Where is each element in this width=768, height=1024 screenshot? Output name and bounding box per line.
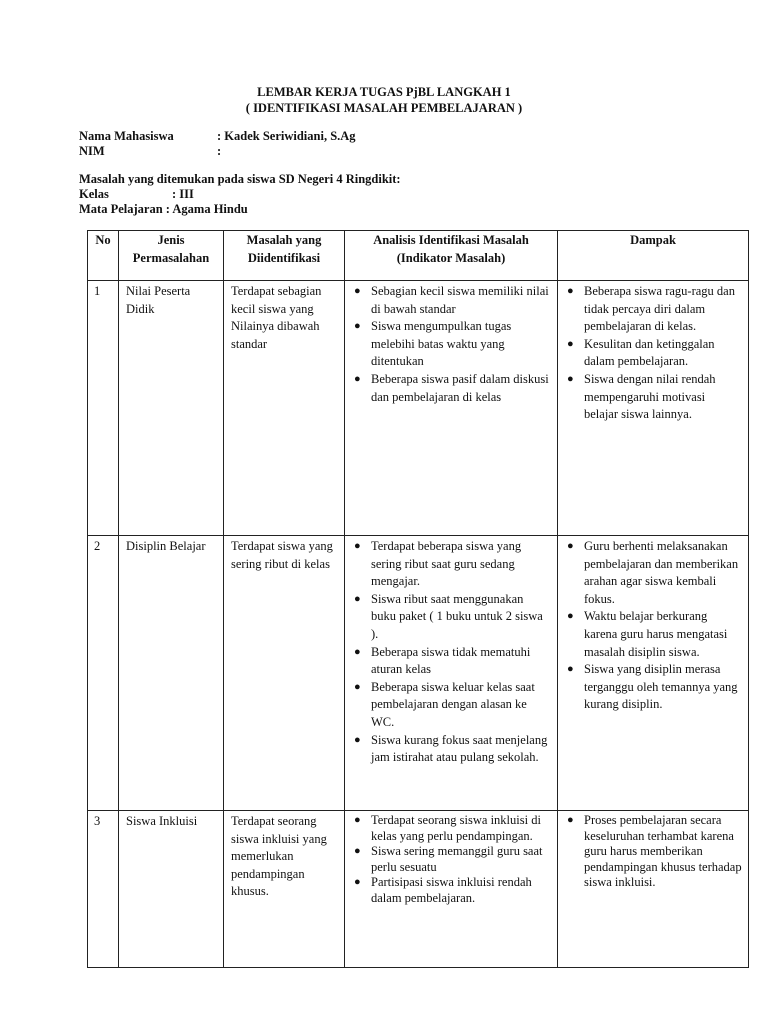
list-item: ● Siswa ribut saat menggunakan buku paket ( 1 buku untuk 2 siswa ). [354, 591, 543, 641]
row-number: 2 [88, 536, 119, 811]
list-item: ● Proses pembelajaran secara keseluruhan terhambat karena guru harus memberikan pendampingan khusus terhadap siswa inkluisi. [567, 813, 742, 890]
row-number: 1 [88, 281, 119, 536]
list-item: ● Waktu belajar berkurang karena guru harus mengatasi masalah disiplin siswa. [567, 609, 728, 659]
list-item: ● Beberapa siswa pasif dalam diskusi dan pembelajaran di kelas [354, 371, 549, 404]
header-jenis: Jenis Permasalahan [119, 231, 224, 281]
row-analisis [345, 536, 558, 811]
title-line-2: ( IDENTIFIKASI MASALAH PEMBELAJARAN ) [245, 101, 523, 115]
table-row [88, 536, 749, 811]
row-dampak [558, 811, 749, 968]
row-masalah: Terdapat sebagian kecil siswa yang Nilainya dibawah standar [224, 281, 345, 536]
header-dampak: Dampak [558, 231, 749, 281]
row-analisis [345, 281, 558, 536]
bullet-icon: ● [354, 845, 361, 858]
row-analisis [345, 811, 558, 968]
list-item: ● Siswa kurang fokus saat menjelang jam istirahat atau pulang sekolah. [354, 732, 548, 765]
list-item: ● Siswa mengumpulkan tugas melebihi batas waktu yang ditentukan [354, 319, 512, 369]
list-item: ● Beberapa siswa tidak mematuhi aturan kelas [354, 644, 531, 677]
list-item: ● Siswa dengan nilai rendah mempengaruhi motivasi belajar siswa lainnya. [567, 371, 716, 422]
list-item: ● Kesulitan dan ketinggalan dalam pembelajaran. [567, 336, 715, 369]
bullet-icon: ● [567, 285, 574, 297]
list-item: ● Guru berhenti melaksanakan pembelajaran dan memberikan arahan agar siswa kembali fokus. [567, 539, 739, 606]
list-item: ● Partisipasi siswa inkluisi rendah dalam pembelajaran. [354, 875, 532, 905]
bullet-icon: ● [567, 610, 574, 623]
table-row [88, 281, 749, 536]
bullet-icon: ● [567, 814, 574, 826]
student-name-row [79, 129, 356, 144]
row-masalah: Terdapat seorang siswa inkluisi yang memerlukan pendampingan khusus. [224, 811, 345, 968]
table-header-row [88, 231, 749, 281]
bullet-icon: ● [567, 663, 574, 676]
bullet-icon: ● [567, 540, 574, 552]
bullet-icon: ● [354, 733, 361, 746]
list-item: ● Terdapat seorang siswa inkluisi di kelas yang perlu pendampingan. [354, 813, 541, 843]
row-dampak [558, 281, 749, 536]
bullet-icon: ● [354, 645, 361, 658]
list-item: ● Beberapa siswa keluar kelas saat pembelajaran dengan alasan ke WC. [354, 679, 535, 729]
row-number: 3 [88, 811, 119, 968]
context-intro: Masalah yang ditemukan pada siswa SD Negeri 4 Ringdikit: [79, 172, 401, 186]
table-row [88, 811, 749, 968]
subject-label: Mata Pelajaran [79, 202, 163, 216]
subject-row [79, 202, 248, 217]
list-item: ● Siswa yang disiplin merasa terganggu oleh temannya yang kurang disiplin. [567, 662, 738, 712]
class-value: : III [172, 187, 194, 201]
bullet-icon: ● [354, 372, 361, 385]
page-title [0, 84, 768, 116]
student-name-label: Nama Mahasiswa [79, 129, 174, 143]
bullet-icon: ● [354, 814, 361, 826]
row-dampak [558, 536, 749, 811]
subject-value: : Agama Hindu [165, 202, 248, 216]
title-line-1: LEMBAR KERJA TUGAS PjBL LANGKAH 1 [257, 85, 511, 99]
row-jenis: Disiplin Belajar [119, 536, 224, 811]
list-item: ● Sebagian kecil siswa memiliki nilai di bawah standar [354, 284, 549, 316]
student-nim-row [79, 144, 221, 159]
class-label: Kelas [79, 187, 109, 201]
bullet-icon: ● [354, 540, 361, 552]
bullet-icon: ● [567, 337, 574, 350]
bullet-icon: ● [354, 320, 361, 333]
student-nim-label: NIM [79, 144, 105, 158]
student-name-value: : Kadek Seriwidiani, S.Ag [217, 129, 356, 143]
row-masalah: Terdapat siswa yang sering ribut di kelas [224, 536, 345, 811]
bullet-icon: ● [354, 592, 361, 605]
class-row [79, 187, 194, 202]
bullet-icon: ● [354, 680, 361, 693]
bullet-icon: ● [567, 372, 574, 385]
list-item: ● Siswa sering memanggil guru saat perlu sesuatu [354, 844, 543, 874]
list-item: ● Beberapa siswa ragu-ragu dan tidak percaya diri dalam pembelajaran di kelas. [567, 284, 735, 334]
header-analisis: Analisis Identifikasi Masalah (Indikator Masalah) [345, 231, 558, 281]
problem-identification-table [87, 230, 749, 968]
row-jenis: Siswa Inkluisi [119, 811, 224, 968]
bullet-icon: ● [354, 876, 361, 889]
list-item: ● Terdapat beberapa siswa yang sering ribut saat guru sedang mengajar. [354, 539, 522, 589]
row-jenis: Nilai Peserta Didik [119, 281, 224, 536]
header-no: No [88, 231, 119, 281]
bullet-icon: ● [354, 285, 361, 297]
header-masalah: Masalah yang Diidentifikasi [224, 231, 345, 281]
student-nim-value: : [217, 144, 222, 158]
